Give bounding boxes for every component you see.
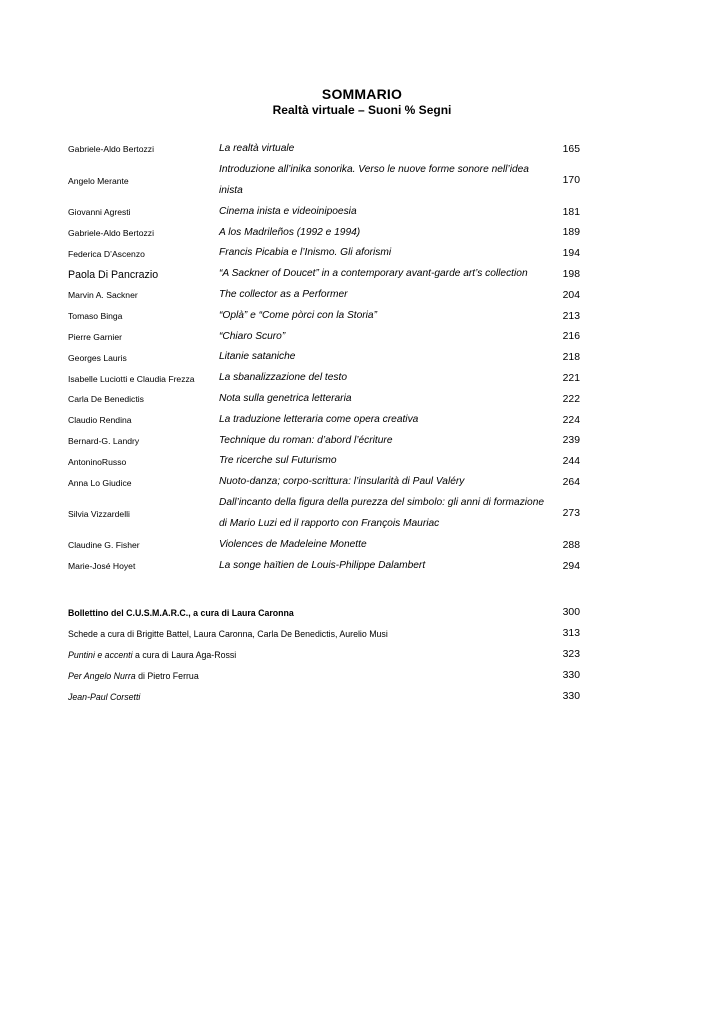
toc-title: Francis Picabia e l’Inismo. Gli aforismi [219,247,392,259]
toc-page-number: 239 [562,435,580,447]
supplementary-text [68,671,556,681]
toc-page-number: 264 [562,477,580,489]
toc-entry [68,327,580,348]
toc-title: A los Madrileños (1992 e 1994) [219,226,361,238]
toc-title: La realtà virtuale [219,143,295,154]
toc-title: Nuoto-danza; corpo-scrittura: l’insularità di Paul Valéry [219,476,465,488]
toc-title: “Oplà” e “Come pòrci con la Storia” [219,309,377,321]
toc-entry [68,202,580,223]
bulletin-label: Bollettino del C.U.S.M.A.R.C., a cura di Laura Caronna [68,607,294,618]
toc-author: Marvin A. Sackner [68,290,138,301]
toc-page-number: 204 [562,289,580,301]
toc-title: Dall’incanto della figura della purezza del simbolo: gli anni di formazione di Mario Luzi ed il rapporto con François Mauriac [219,497,545,529]
toc-author: Anna Lo Giudice [68,477,132,488]
toc-author: Bernard-G. Landry [68,435,140,446]
page-title: SOMMARIO [321,86,403,102]
toc-page-number: 216 [562,331,580,343]
toc-title: La traduzione letteraria come opera creativa [219,413,419,425]
supplementary-italic-title: Per Angelo Nurra [68,670,136,681]
toc-page-number: 222 [562,393,580,405]
supplementary-credit: di Pietro Ferrua [135,670,199,681]
toc-title: Violences de Madeleine Monette [219,538,367,550]
toc-author: Angelo Merante [68,175,129,186]
supplementary-entry [68,686,580,707]
supplementary-entry [68,623,580,644]
supplementary-text [68,650,556,660]
page-subtitle: Realtà virtuale – Suoni % Segni [272,103,452,117]
toc-entry [68,306,580,327]
toc-entry [68,368,580,389]
toc-entry [68,223,580,244]
toc-entry [68,535,580,556]
supplementary-italic-title: Puntini e accenti [68,649,133,660]
toc-title: Litanie sataniche [219,351,296,363]
toc-entry [68,139,580,160]
toc-entry [68,431,580,452]
toc-page-number: 323 [562,649,580,660]
toc-entry [68,264,580,285]
toc-entry [68,493,580,535]
table-of-contents [68,139,580,577]
toc-page-number: 294 [562,560,580,572]
toc-author: Marie-José Hoyet [68,561,136,572]
toc-author: Silvia Vizzardelli [68,508,130,519]
toc-author: Tomaso Binga [68,311,123,322]
toc-page-number: 189 [562,227,580,239]
toc-page-number: 198 [562,269,580,281]
toc-author: Paola Di Pancrazio [68,268,159,281]
toc-page-number: 221 [562,373,580,385]
toc-title: Technique du roman: d’abord l’écriture [219,434,393,446]
toc-author: AntoninoRusso [68,456,127,467]
supplementary-italic-title: Jean-Paul Corsetti [68,691,141,702]
supplementary-entry [68,602,580,623]
toc-page-number: 288 [562,539,580,551]
toc-page-number: 181 [562,206,580,218]
supplementary-entry [68,665,580,686]
toc-page-number: 244 [562,456,580,468]
toc-entry [68,410,580,431]
toc-entry [68,472,580,493]
toc-author: Claudine G. Fisher [68,540,140,551]
toc-title: La sbanalizzazione del testo [219,372,347,384]
toc-page-number: 330 [562,691,580,702]
toc-entry [68,160,580,202]
toc-entry [68,285,580,306]
toc-title: Tre ricerche sul Futurismo [219,455,337,467]
supplementary-entry [68,644,580,665]
toc-title: The collector as a Performer [219,288,348,300]
toc-author: Pierre Garnier [68,331,122,342]
toc-author: Carla De Benedictis [68,394,144,405]
toc-author: Federica D’Ascenzo [68,248,145,259]
toc-page-number: 218 [562,352,580,364]
toc-author: Gabriele-Aldo Bertozzi [68,144,154,155]
toc-page-number: 273 [562,508,580,520]
toc-title: La songe haïtien de Louis-Philippe Dalambert [219,559,426,571]
toc-author: Gabriele-Aldo Bertozzi [68,227,154,238]
toc-entry [68,451,580,472]
toc-entry [68,556,580,577]
toc-page-number: 170 [562,175,580,187]
toc-page-number: 330 [562,670,580,681]
toc-title: Nota sulla genetrica letteraria [219,392,352,404]
toc-entry [68,389,580,410]
toc-page-number: 313 [562,628,580,639]
toc-author: Claudio Rendina [68,415,132,426]
toc-page-number: 224 [562,414,580,426]
toc-entry [68,347,580,368]
toc-page-number: 300 [562,607,580,618]
supplementary-entries [68,602,580,707]
toc-entry [68,243,580,264]
toc-author: Giovanni Agresti [68,207,131,218]
toc-title: “Chiaro Scuro” [219,330,286,342]
supplementary-credit: a cura di Laura Aga-Rossi [132,649,237,660]
toc-page-number: 165 [562,143,580,155]
toc-author: Isabelle Luciotti e Claudia Frezza [68,373,195,384]
toc-title: “A Sackner of Doucet” in a contemporary avant-garde art’s collection [219,268,528,280]
toc-title: Introduzione all’inika sonorika. Verso le nuove forme sonore nell’idea inista [219,164,529,196]
toc-author: Georges Lauris [68,352,127,363]
toc-page-number: 213 [562,310,580,322]
toc-title: Cinema inista e videoinipoesia [219,205,357,217]
toc-page-number: 194 [562,248,580,260]
supplementary-text [68,692,556,702]
reviews-label: Schede a cura di Brigitte Battel, Laura Caronna, Carla De Benedictis, Aurelio Musi [68,628,388,639]
